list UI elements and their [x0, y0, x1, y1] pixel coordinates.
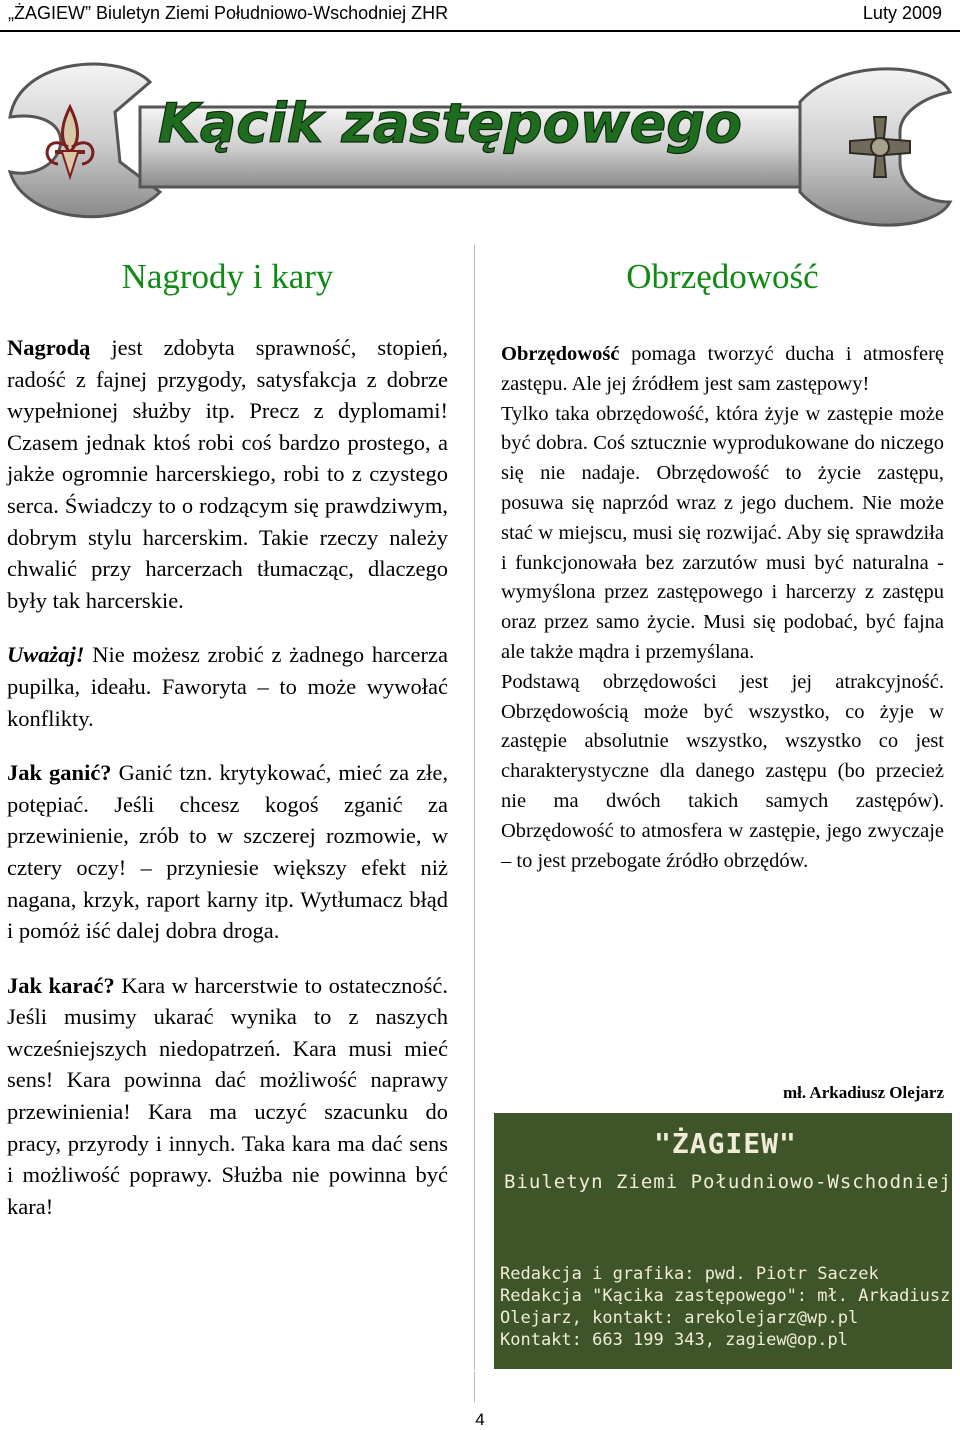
- left-column: [7, 332, 448, 1245]
- publication-title: „ŻAGIEW” Biuletyn Ziemi Południowo-Wschodniej ZHR: [8, 3, 449, 23]
- left-heading: Nagrody i kary: [121, 257, 334, 296]
- wrench-graphic: [0, 52, 960, 242]
- paragraph-caution: [7, 639, 448, 734]
- author-signature: mł. Arkadiusz Olejarz: [782, 1083, 944, 1102]
- right-heading: Obrzędowość: [626, 257, 819, 296]
- colophon-subtitle: Biuletyn Ziemi Południowo-Wschodniej: [504, 1171, 952, 1193]
- wrench-banner: [0, 52, 960, 242]
- paragraph-text: Kara w harcerstwie to ostateczność. Jeśli musimy ukarać wynika to z naszych wcześniejszych niedopatrzeń. Kara musi mieć sens! Kara powinna dać możliwość naprawy przewinienia! Kara ma uczyć szacunku do pracy, przyrody i innych. Taka kara ma dać sens i możliwość poprawy. Służba nie powinna być kara!: [7, 972, 448, 1219]
- lead-term: Jak ganić?: [7, 760, 112, 786]
- paragraph-text: pomaga tworzyć ducha i atmosferę zastępu. Ale jej źródłem jest sam zastępowy!: [501, 343, 944, 395]
- colophon-credits: [500, 1263, 950, 1351]
- lead-term: Uważaj!: [7, 642, 85, 668]
- column-divider: [474, 245, 475, 1370]
- paragraph-ritual-intro: [501, 340, 944, 400]
- page-header: [0, 0, 960, 26]
- paragraph-ritual-attraction: Podstawą obrzędowości jest jej atrakcyjność. Obrzędowością może być wszystko, co żyje w zastępie absolutnie wszystko, wszystko co jest charakterystyczne dla danego zastępu (bo przecież nie ma dwóch takich samych zastępów). Obrzędowość to atmosfera w zastępie, jego zwyczaje – to jest przebogate źródło obrzędów.: [501, 670, 944, 872]
- right-column: [501, 340, 944, 876]
- paragraph-ritual-life: Tylko taka obrzędowość, która żyje w zastępie może być dobra. Coś sztucznie wyprodukowane do niczego się nie nadaje. Obrzędowość to życie zastępu, posuwa się naprzód wraz z jego duchem. Nie może stać w miejscu, musi się rozwijać. Aby się sprawdziła i funkcjonowała bez zarzutów musi być naturalna - wymyślona przez zastępowego i harcerzy z zastępu oraz przez samo życie. Musi się podobać, być fajna ale także mądra i przemyślana.: [501, 402, 944, 663]
- issue-date: Luty 2009: [862, 3, 942, 23]
- paragraph-text: Nie możesz zrobić z żadnego harcerza pupilka, ideału. Faworyta – to może wywołać konflikty.: [7, 642, 448, 731]
- colophon-name: "ŻAGIEW": [654, 1127, 797, 1160]
- paragraph-reprimand: [7, 757, 448, 947]
- paragraph-rewards: [7, 332, 448, 616]
- colophon-box: [494, 1113, 952, 1369]
- banner-title: Kącik zastępowego: [158, 92, 742, 155]
- paragraph-punishment: [7, 970, 448, 1223]
- credit-line: Redakcja i grafika: pwd. Piotr Saczek: [500, 1264, 879, 1284]
- page-number: 4: [475, 1410, 485, 1429]
- credit-line: Olejarz, kontakt: arekolejarz@wp.pl: [500, 1308, 859, 1328]
- credit-line: Redakcja "Kącika zastępowego": mł. Arkadiusz: [500, 1286, 951, 1306]
- paragraph-text: jest zdobyta sprawność, stopień, radość z fajnej przygody, satysfakcja z dobrze wypełnionej służby itp. Precz z dyplomami! Czasem jednak ktoś robi coś bardzo prostego, a jakże ogromnie harcerskiego, robi to z czystego serca. Świadczy to o rodzącym się prawdziwym, dobrym stylu harcerskim. Takie rzeczy należy chwalić przy harcerzach tłumacząc, dlaczego były tak harcerskie.: [7, 335, 448, 613]
- credit-line: Kontakt: 663 199 343, zagiew@op.pl: [500, 1330, 848, 1350]
- paragraph-text: Ganić tzn. krytykować, mieć za złe, potępiać. Jeśli chcesz kogoś zganić za przewinienie, zrób to w szczerej rozmowie, w cztery oczy! – przyniesie większy efekt niż nagana, krzyk, raport karny itp. Wytłumacz błąd i pomóż iść dalej dobra droga.: [7, 760, 449, 944]
- header-rule: [0, 30, 960, 32]
- footer-divider: [474, 1372, 475, 1402]
- lead-term: Nagrodą: [7, 335, 91, 360]
- lead-term: Jak karać?: [7, 972, 115, 998]
- lead-term: Obrzędowość: [501, 343, 620, 365]
